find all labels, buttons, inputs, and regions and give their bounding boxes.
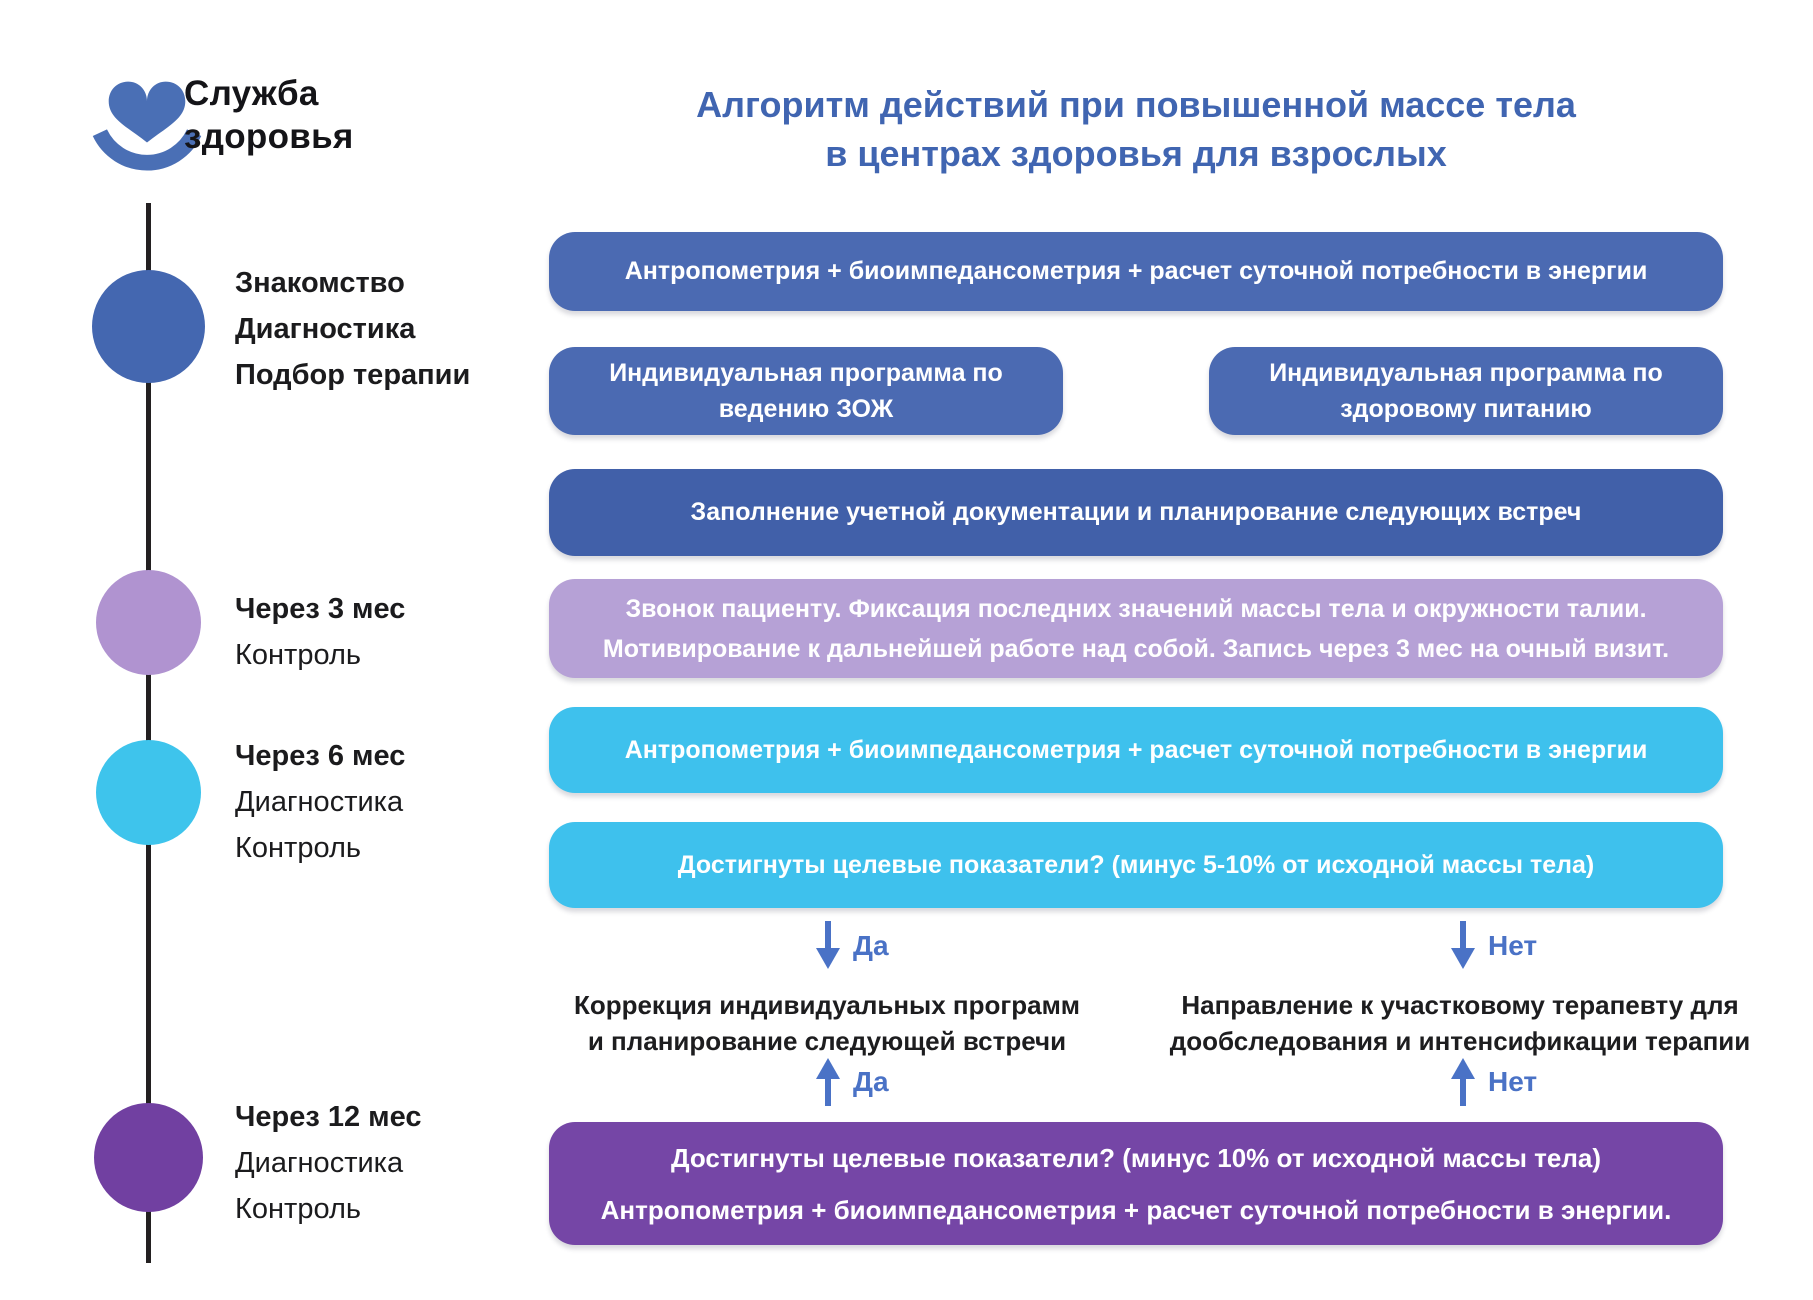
outcome-line: Коррекция индивидуальных программ <box>573 990 1081 1020</box>
flow-box-target-question-12-months <box>549 1122 1723 1245</box>
timeline-labels-initial <box>235 260 470 398</box>
timeline-label: Подбор терапии <box>235 359 471 391</box>
logo-line-2: здоровья <box>184 117 354 156</box>
flow-box-documentation <box>549 469 1723 556</box>
flow-box-text: Мотивирование к дальнейшей работе над собой. Запись через 3 мес на очный визит. <box>602 634 1670 663</box>
outcome-line: и планирование следующей встречи <box>587 1026 1067 1056</box>
timeline-labels-3-months <box>235 586 405 678</box>
flow-box-intro-measurements <box>549 232 1723 311</box>
outcome-yes-text <box>517 987 1137 1059</box>
arrow-down-icon <box>1448 921 1478 969</box>
flow-box-text: Заполнение учетной документации и планирование следующих встреч <box>690 498 1582 526</box>
timeline-node-12-months <box>94 1103 203 1212</box>
logo-line-1: Служба <box>184 74 319 113</box>
timeline-label: Контроль <box>235 832 361 864</box>
page-title-line-2: в центрах здоровья для взрослых <box>825 133 1447 174</box>
outcome-line: дообследования и интенсификации терапии <box>1169 1026 1751 1056</box>
timeline-label: Контроль <box>235 639 361 671</box>
flow-box-text: Антропометрия + биоимпедансометрия + расчет суточной потребности в энергии. <box>600 1194 1672 1225</box>
logo-wordmark <box>184 72 354 158</box>
timeline-labels-6-months <box>235 733 405 871</box>
flow-box-text: Звонок пациенту. Фиксация последних значений массы тела и окружности талии. <box>625 594 1647 623</box>
timeline-label: Знакомство <box>235 267 405 299</box>
outcome-line: Направление к участковому терапевту для <box>1181 990 1739 1020</box>
flow-box-program-nutrition <box>1209 347 1723 435</box>
branch-no-label: Нет <box>1488 1066 1538 1097</box>
timeline-label: Контроль <box>235 1193 361 1225</box>
flow-box-text: ведению ЗОЖ <box>718 395 894 423</box>
outcome-no-text <box>1150 987 1770 1059</box>
timeline-label: Через 12 мес <box>235 1101 422 1133</box>
flow-box-text: Антропометрия + биоимпедансометрия + расчет суточной потребности в энергии <box>624 257 1648 285</box>
page-title-line-1: Алгоритм действий при повышенной массе тела <box>696 84 1576 125</box>
branch-yes-label: Да <box>853 930 889 961</box>
timeline-label: Диагностика <box>235 313 416 345</box>
flow-box-call-3-months <box>549 579 1723 678</box>
flow-box-text: здоровому питанию <box>1340 395 1592 423</box>
flow-box-measurements-6-months <box>549 707 1723 793</box>
arrow-up-icon <box>1448 1058 1478 1106</box>
timeline-node-initial <box>92 270 205 383</box>
flow-box-text: Достигнуты целевые показатели? (минус 5-10% от исходной массы тела) <box>677 850 1595 879</box>
timeline-node-6-months <box>96 740 201 845</box>
flow-box-text: Индивидуальная программа по <box>1269 359 1663 387</box>
flow-box-text: Достигнуты целевые показатели? (минус 10% от исходной массы тела) <box>671 1142 1601 1173</box>
timeline-label: Через 3 мес <box>235 593 406 625</box>
timeline-label: Диагностика <box>235 786 404 818</box>
flow-box-program-lifestyle <box>549 347 1063 435</box>
arrow-down-icon <box>813 921 843 969</box>
timeline-node-3-months <box>96 570 201 675</box>
flow-box-text: Антропометрия + биоимпедансометрия + расчет суточной потребности в энергии <box>624 735 1648 764</box>
flow-box-target-question-6-months <box>549 822 1723 908</box>
branch-no-label: Нет <box>1488 930 1538 961</box>
timeline-label: Диагностика <box>235 1147 404 1179</box>
flow-box-text: Индивидуальная программа по <box>609 359 1003 387</box>
branch-yes-label: Да <box>853 1066 889 1097</box>
timeline-labels-12-months <box>235 1094 421 1232</box>
arrow-up-icon <box>813 1058 843 1106</box>
timeline-label: Через 6 мес <box>235 740 406 772</box>
page-title <box>549 80 1723 178</box>
